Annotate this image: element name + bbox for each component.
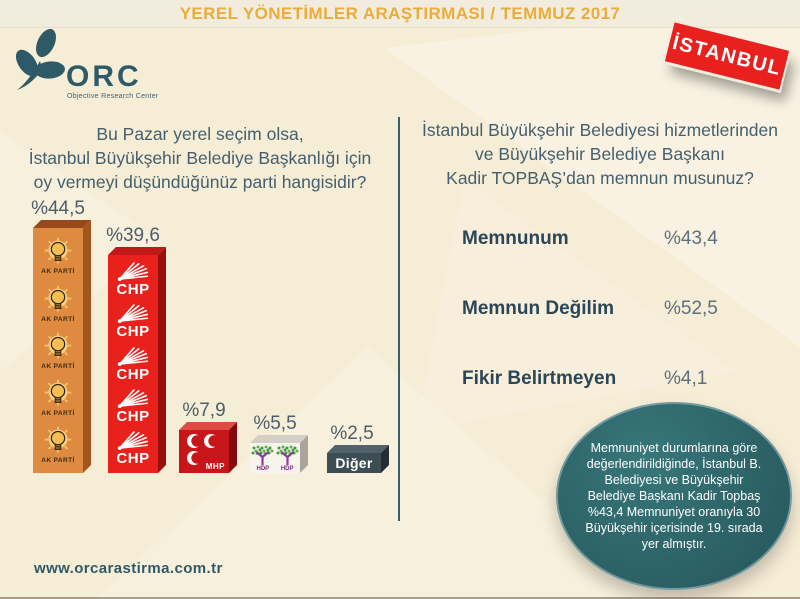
akp-logo bbox=[39, 237, 77, 275]
bar-front-face bbox=[250, 443, 300, 473]
mhp-logo-text: MHP bbox=[205, 462, 225, 471]
hdp-tree-icon bbox=[251, 445, 274, 466]
bar-value-label: %2,5 bbox=[330, 423, 374, 444]
bar-side-face bbox=[83, 220, 91, 473]
bar-front-face bbox=[327, 453, 381, 473]
akp-bulb-icon bbox=[39, 285, 77, 315]
result-value: %52,5 bbox=[664, 298, 718, 319]
akp-logo bbox=[39, 285, 77, 323]
chp-arrows-icon bbox=[115, 431, 151, 450]
akp-logo-text: AK PARTİ bbox=[41, 268, 75, 276]
bar-side-face bbox=[300, 435, 308, 473]
bar-value-label: %5,5 bbox=[253, 412, 297, 434]
question-line: oy vermeyi düşündüğünüz parti hangisidir? bbox=[33, 172, 367, 192]
orc-logo-text: ORC bbox=[66, 60, 142, 93]
bar-value-label: %39,6 bbox=[106, 225, 160, 247]
chp-arrows-icon bbox=[115, 389, 151, 408]
question-line: Kadir TOPBAŞ’dan memnun musunuz? bbox=[446, 168, 754, 188]
chp-logo-text: CHP bbox=[116, 281, 150, 299]
akp-logo-text: AK PARTİ bbox=[41, 362, 75, 370]
hdp-logo bbox=[251, 445, 274, 472]
result-label: Fikir Belirtmeyen bbox=[462, 368, 617, 389]
akp-logo-text: AK PARTİ bbox=[41, 315, 75, 323]
bar-CHP bbox=[108, 255, 158, 473]
bar-front-face bbox=[108, 255, 158, 473]
bar-value-label: %7,9 bbox=[182, 399, 226, 421]
bar-front-face bbox=[179, 430, 229, 473]
page-title: YEREL YÖNETİMLER ARAŞTIRMASI / TEMMUZ 2017 bbox=[0, 0, 800, 28]
website-link[interactable]: www.orcarastirma.com.tr bbox=[34, 560, 223, 577]
result-label: Memnun Değilim bbox=[462, 298, 615, 319]
bar-front-face bbox=[33, 228, 83, 473]
chp-logo-text: CHP bbox=[116, 407, 150, 425]
summary-bubble-text: Memnuniyet durumlarına göre değerlendirildiğinde, İstanbul B. Belediyesi ve Büyükşehir Belediye Başkanı Kadir Topbaş %43,4 Memnuniyet oranıyla 30 Büyükşehir içerisinde 19. sırada yer almıştır. bbox=[585, 441, 763, 551]
result-value: %43,4 bbox=[664, 228, 718, 249]
bar-top-face bbox=[327, 445, 389, 453]
question-line: ve Büyükşehir Belediye Başkanı bbox=[475, 144, 725, 164]
hdp-logo-text: HDP bbox=[256, 466, 270, 472]
akp-logo bbox=[39, 379, 77, 417]
result-value: %4,1 bbox=[664, 368, 708, 389]
bar-top-face bbox=[250, 435, 308, 443]
chp-arrows-icon bbox=[115, 347, 151, 366]
summary-bubble bbox=[556, 402, 792, 590]
chp-logo-text: CHP bbox=[116, 323, 150, 341]
hdp-logo-text: HDP bbox=[280, 466, 294, 472]
chp-arrows-icon bbox=[115, 262, 151, 281]
akp-bulb-icon bbox=[39, 237, 77, 267]
chp-logo bbox=[115, 431, 151, 466]
result-row bbox=[462, 298, 752, 322]
akp-logo-text: AK PARTİ bbox=[41, 456, 75, 464]
bar-AK PARTİ bbox=[33, 228, 83, 473]
other-bar-text: Diğer bbox=[335, 455, 373, 471]
hdp-tree-icon bbox=[276, 445, 299, 466]
chp-logo-text: CHP bbox=[116, 365, 150, 383]
mhp-logo bbox=[179, 430, 229, 473]
question-line: Bu Pazar yerel seçim olsa, bbox=[96, 124, 304, 144]
chp-logo bbox=[115, 304, 151, 339]
akp-logo bbox=[39, 332, 77, 370]
bar-Diğer bbox=[327, 453, 381, 473]
city-badge: İSTANBUL bbox=[665, 22, 789, 89]
akp-bulb-icon bbox=[39, 332, 77, 362]
akp-bulb-icon bbox=[39, 379, 77, 409]
bar-value-label: %44,5 bbox=[31, 198, 85, 220]
bar-side-face bbox=[158, 247, 166, 473]
chp-logo bbox=[115, 262, 151, 297]
akp-bulb-icon bbox=[39, 426, 77, 456]
hdp-logo bbox=[276, 445, 299, 472]
result-label: Memnunum bbox=[462, 228, 569, 249]
chp-arrows-icon bbox=[115, 304, 151, 323]
question-line: İstanbul Büyükşehir Belediyesi hizmetlerinden bbox=[421, 120, 779, 140]
question-line: İstanbul Büyükşehir Belediye Başkanlığı için bbox=[28, 148, 372, 168]
chp-logo bbox=[115, 347, 151, 382]
akp-logo bbox=[39, 426, 77, 464]
result-row bbox=[462, 368, 752, 392]
bar-HDP bbox=[250, 443, 300, 473]
bar-MHP bbox=[179, 430, 229, 473]
chp-logo-text: CHP bbox=[116, 449, 150, 467]
chp-logo bbox=[115, 389, 151, 424]
result-row bbox=[462, 228, 752, 252]
bar-top-face bbox=[179, 422, 237, 430]
orc-logo-subtitle: Objective Research Center bbox=[67, 93, 159, 100]
akp-logo-text: AK PARTİ bbox=[41, 409, 75, 417]
